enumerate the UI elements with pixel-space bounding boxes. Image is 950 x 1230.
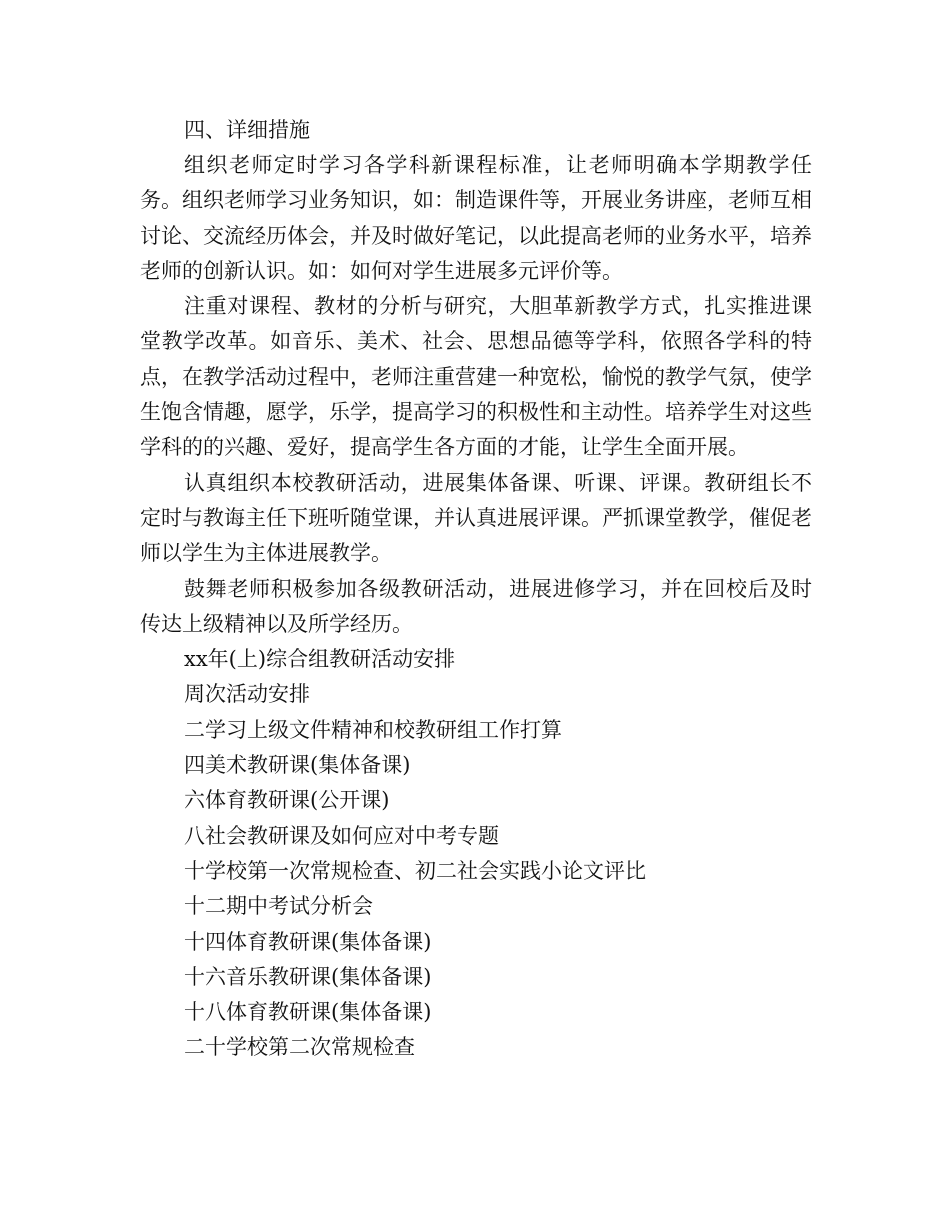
plan-week: 十八 xyxy=(184,1000,226,1025)
plan-activity: 美术教研课(集体备课) xyxy=(205,753,411,778)
plan-row xyxy=(140,925,812,960)
plan-activity: 期中考试分析会 xyxy=(226,894,373,919)
plan-row xyxy=(140,995,812,1030)
paragraph-1: 组织老师定时学习各学科新课程标准，让老师明确本学期教学任务。组织老师学习业务知识，如：制造课件等，开展业务讲座，老师互相讨论、交流经历体会，并及时做好笔记，以此提高老师的业务水平，培养老师的创新认识。如：如何对学生进展多元评价等。 xyxy=(140,153,812,283)
plan-week: 十六 xyxy=(184,964,226,989)
plan-row xyxy=(140,748,812,783)
plan-header: 周次活动安排 xyxy=(184,682,310,707)
plan-week: 八 xyxy=(184,823,205,848)
paragraph-2: 注重对课程、教材的分析与研究，大胆革新教学方式，扎实推进课堂教学改革。如音乐、美术、社会、思想品德等学科，依照各学科的特点，在教学活动过程中，老师注重营建一种宽松，愉悦的教学气氛，使学生饱含情趣，愿学，乐学，提高学习的积极性和主动性。培养学生对这些学科的的兴趣、爱好，提高学生各方面的才能，让学生全面开展。 xyxy=(140,294,812,460)
plan-list xyxy=(140,713,812,1066)
document-body xyxy=(140,112,812,1066)
paragraph-3: 认真组织本校教研活动，进展集体备课、听课、评课。教研组长不定时与教诲主任下班听随堂课，并认真进展评课。严抓课堂教学，催促老师以学生为主体进展教学。 xyxy=(140,470,812,566)
plan-activity: 学校第二次常规检查 xyxy=(226,1035,415,1060)
plan-row xyxy=(140,783,812,818)
plan-week: 十二 xyxy=(184,894,226,919)
plan-week: 十四 xyxy=(184,929,226,954)
section-heading: 四、详细措施 xyxy=(184,118,310,142)
plan-week: 六 xyxy=(184,788,205,813)
plan-row xyxy=(140,854,812,889)
plan-title: xx年(上)综合组教研活动安排 xyxy=(184,647,456,672)
plan-row xyxy=(140,713,812,748)
plan-row xyxy=(140,819,812,854)
plan-row xyxy=(140,889,812,924)
plan-row xyxy=(140,1030,812,1065)
plan-week: 二十 xyxy=(184,1035,226,1060)
plan-activity: 体育教研课(集体备课) xyxy=(226,1000,432,1025)
plan-row xyxy=(140,960,812,995)
plan-activity: 学习上级文件精神和校教研组工作打算 xyxy=(205,717,562,742)
plan-activity: 体育教研课(公开课) xyxy=(205,788,390,813)
plan-activity: 音乐教研课(集体备课) xyxy=(226,964,432,989)
paragraph-4: 鼓舞老师积极参加各级教研活动，进展进修学习，并在回校后及时传达上级精神以及所学经历。 xyxy=(140,576,812,636)
plan-week: 四 xyxy=(184,753,205,778)
plan-week: 二 xyxy=(184,717,205,742)
plan-week: 十 xyxy=(184,858,205,883)
plan-activity: 学校第一次常规检查、初二社会实践小论文评比 xyxy=(205,858,646,883)
plan-activity: 体育教研课(集体备课) xyxy=(226,929,432,954)
plan-activity: 社会教研课及如何应对中考专题 xyxy=(205,823,499,848)
